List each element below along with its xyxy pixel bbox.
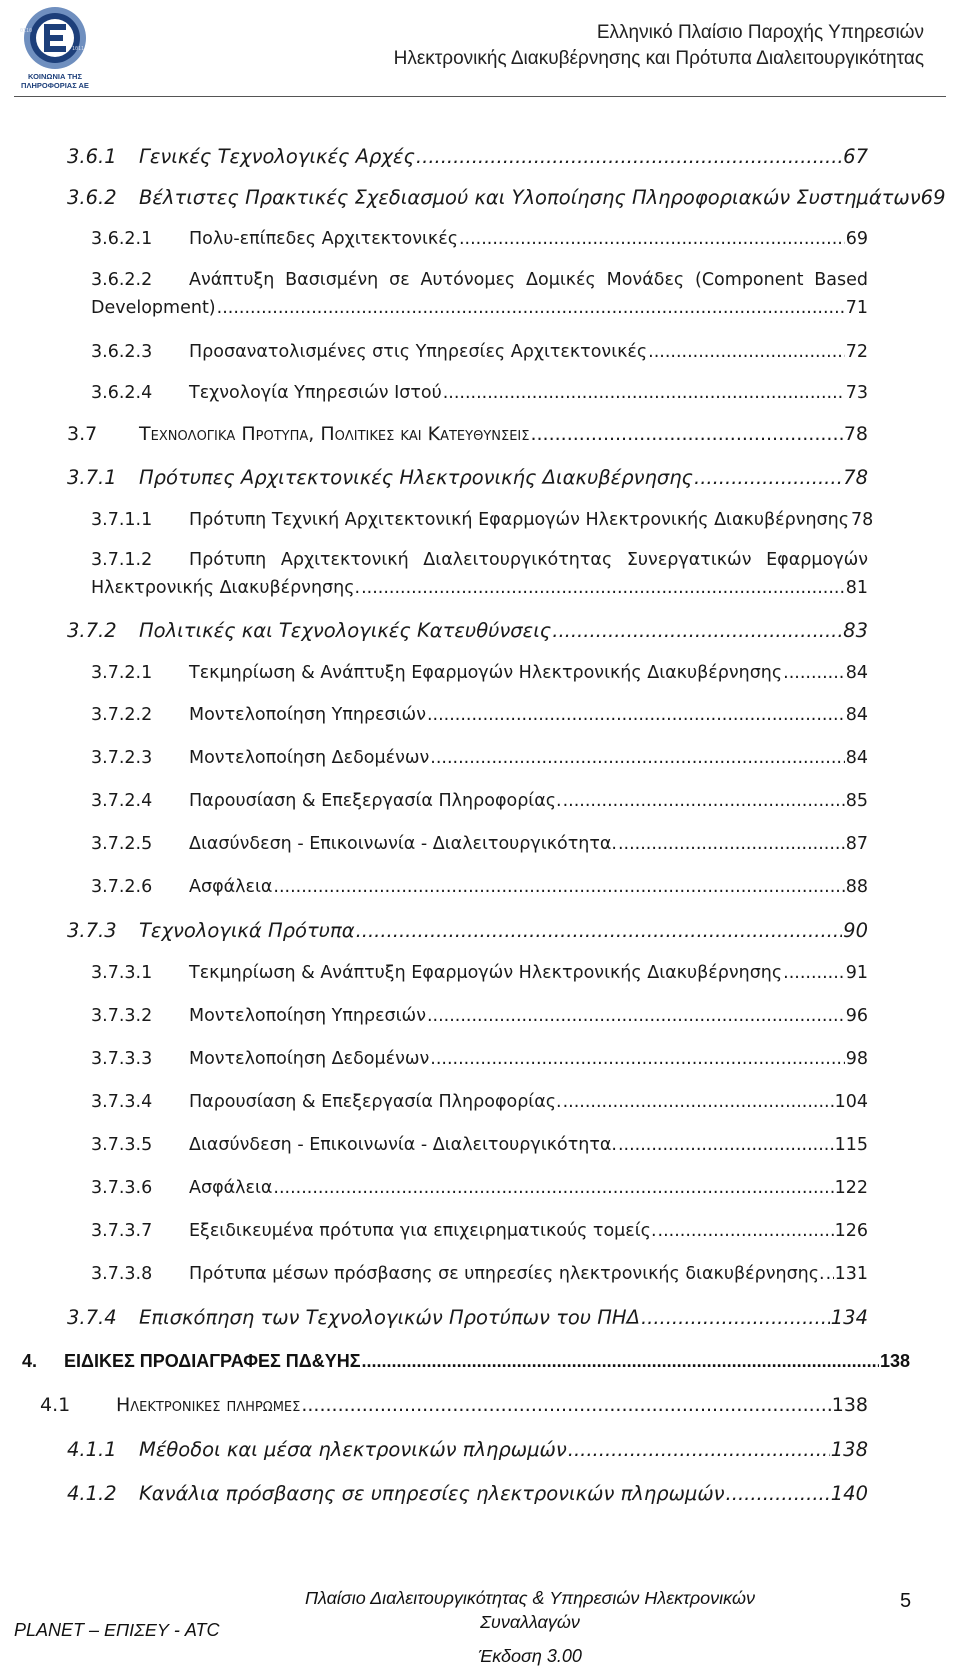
toc-leader-dots xyxy=(783,663,845,683)
toc-leader-dots xyxy=(726,1482,830,1505)
toc-entry[interactable] xyxy=(91,705,868,725)
toc-entry-page: 88 xyxy=(845,877,868,897)
toc-entry[interactable] xyxy=(91,791,868,811)
toc-entry[interactable] xyxy=(22,1351,910,1372)
toc-leader-dots xyxy=(430,1049,844,1069)
toc-entry-title-cont: Development) xyxy=(91,298,216,318)
toc-entry-number: 4.1 xyxy=(40,1394,71,1416)
toc-entry[interactable] xyxy=(91,550,868,598)
toc-entry-number: 3.7.3.7 xyxy=(91,1221,153,1241)
toc-entry-title: ΕΙΔΙΚΕΣ ΠΡΟΔΙΑΓΡΑΦΕΣ ΠΔ&ΥΗΣ xyxy=(64,1351,361,1371)
toc-entry-number: 3.7.1.1 xyxy=(91,510,153,530)
toc-entry-page: 69 xyxy=(920,186,946,209)
toc-entry-title: Τεχνολογικά Πρότυπα xyxy=(139,919,355,942)
toc-entry-title: Τεχνολογικα Προτυπα, Πολιτικες και Κατευθυνσεις xyxy=(139,423,530,445)
toc-entry-page: 122 xyxy=(834,1178,868,1198)
toc-entry-title: Ηλεκτρονικες πληρωμες xyxy=(116,1394,301,1416)
toc-entry-page: 134 xyxy=(830,1306,868,1329)
toc-leader-dots xyxy=(459,229,845,249)
toc-entry-title: Βέλτιστες Πρακτικές Σχεδιασμού και Υλοποίησης Πληροφοριακών Συστημάτων xyxy=(139,186,921,209)
toc-entry[interactable] xyxy=(91,834,868,854)
toc-entry[interactable] xyxy=(91,877,868,897)
toc-entry-number: 3.7.2.6 xyxy=(91,877,153,897)
footer-document-title xyxy=(290,1586,770,1634)
toc-entry-page: 78 xyxy=(843,423,868,445)
toc-leader-dots xyxy=(362,1351,879,1372)
toc-entry-number: 3.7.3 xyxy=(67,919,117,942)
footer-left-text: PLANET – ΕΠΙΣΕΥ - ATC xyxy=(14,1620,220,1640)
toc-entry-title: Εξειδικευμένα πρότυπα για επιχειρηματικούς τομείς. xyxy=(189,1221,657,1241)
toc-leader-dots xyxy=(648,342,845,362)
svg-text:1011: 1011 xyxy=(72,46,85,52)
toc-entry-title: Μοντελοποίηση Υπηρεσιών xyxy=(189,705,426,725)
toc-entry-title: Τεχνολογία Υπηρεσιών Ιστού xyxy=(189,383,442,403)
toc-entry-title: Ασφάλεια xyxy=(189,1178,273,1198)
toc-entry-number: 4. xyxy=(22,1351,38,1371)
toc-leader-dots xyxy=(361,578,845,598)
toc-entry[interactable] xyxy=(91,383,868,403)
toc-leader-dots xyxy=(618,834,845,854)
toc-leader-dots xyxy=(416,145,842,168)
toc-entry-page: 83 xyxy=(843,619,868,642)
toc-entry-title: Μοντελοποίηση Υπηρεσιών xyxy=(189,1006,426,1026)
toc-leader-dots xyxy=(427,1006,845,1026)
toc-entry[interactable] xyxy=(91,1264,868,1284)
toc-entry-title: Τεκμηρίωση & Ανάπτυξη Εφαρμογών Ηλεκτρονικής Διακυβέρνησης xyxy=(189,663,783,683)
toc-entry-number: 4.1.1 xyxy=(67,1438,117,1461)
header-title-line1: Ελληνικό Πλαίσιο Παροχής Υπηρεσιών xyxy=(596,22,924,43)
toc-entry-number: 3.7.2.4 xyxy=(91,791,153,811)
footer-title-line2: Συναλλαγών xyxy=(480,1612,580,1632)
toc-entry-number: 3.7.3.3 xyxy=(91,1049,153,1069)
toc-entry-title: Μοντελοποίηση Δεδομένων xyxy=(189,1049,430,1069)
logo-icon xyxy=(14,4,96,92)
header-title xyxy=(394,20,924,72)
toc-leader-dots xyxy=(356,919,843,942)
toc-entry-page: 90 xyxy=(843,919,868,942)
toc-entry-title: Μέθοδοι και μέσα ηλεκτρονικών πληρωμών xyxy=(139,1438,567,1461)
toc-entry[interactable] xyxy=(91,1049,868,1069)
toc-entry-page: 67 xyxy=(843,145,868,168)
toc-leader-dots xyxy=(641,1306,830,1329)
toc-entry-page: 98 xyxy=(845,1049,868,1069)
logo-text-line2: ΠΛΗΡΟΦΟΡΙΑΣ ΑΕ xyxy=(21,81,89,90)
toc-entry-title: Προσανατολισμένες στις Υπηρεσίες Αρχιτεκτονικές xyxy=(189,342,648,362)
page-header xyxy=(0,0,960,96)
toc-entry[interactable] xyxy=(67,186,946,209)
toc-leader-dots xyxy=(430,748,844,768)
toc-leader-dots xyxy=(563,791,845,811)
toc-entry-page: 71 xyxy=(845,298,868,318)
toc-leader-dots xyxy=(826,1264,834,1284)
toc-entry-number: 3.7.1 xyxy=(67,466,117,489)
toc-entry-number: 3.6.2.2 xyxy=(91,270,153,290)
toc-entry[interactable] xyxy=(91,229,868,249)
toc-entry-title: Τεκμηρίωση & Ανάπτυξη Εφαρμογών Ηλεκτρονικής Διακυβέρνησης xyxy=(189,963,783,983)
toc-entry-number: 3.7.3.5 xyxy=(91,1135,153,1155)
toc-entry-page: 78 xyxy=(851,510,874,530)
toc-entry-page: 81 xyxy=(845,578,868,598)
page-footer xyxy=(0,1580,960,1675)
toc-leader-dots xyxy=(273,1178,833,1198)
toc-entry-title: Πρότυπες Αρχιτεκτονικές Ηλεκτρονικής Διακυβέρνησης xyxy=(139,466,693,489)
toc-entry-page: 126 xyxy=(834,1221,868,1241)
toc-entry-title-cont: Ηλεκτρονικής Διακυβέρνησης. xyxy=(91,578,361,598)
toc-entry-number: 3.7.1.2 xyxy=(91,550,153,570)
toc-entry-title: Διασύνδεση - Επικοινωνία - Διαλειτουργικότητα. xyxy=(189,834,617,854)
toc-leader-dots xyxy=(694,466,842,489)
toc-entry-number: 3.7.3.6 xyxy=(91,1178,153,1198)
toc-entry-page: 78 xyxy=(843,466,868,489)
toc-entry[interactable] xyxy=(91,1092,868,1112)
footer-version: Έκδοση 3.00 xyxy=(478,1646,582,1666)
toc-entry-page: 69 xyxy=(845,229,868,249)
logo-text-line1: ΚΟΙΝΩΝΙΑ ΤΗΣ xyxy=(28,72,82,81)
toc-leader-dots xyxy=(783,963,845,983)
toc-entry[interactable] xyxy=(91,342,868,362)
toc-entry-number: 3.6.2.4 xyxy=(91,383,153,403)
toc-leader-dots xyxy=(552,619,842,642)
toc-entry-page: 138 xyxy=(879,1351,910,1371)
toc-entry-title: Ανάπτυξη Βασισμένη σε Αυτόνομες Δομικές Μονάδες (Component Based xyxy=(189,270,868,290)
toc-entry[interactable] xyxy=(67,1306,868,1329)
toc-entry-number: 3.6.2 xyxy=(67,186,117,209)
toc-entry-page: 84 xyxy=(845,663,868,683)
toc-leader-dots xyxy=(568,1438,830,1461)
toc-entry-number: 3.7.2.1 xyxy=(91,663,153,683)
toc-entry[interactable] xyxy=(67,145,868,168)
toc-entry-page: 84 xyxy=(845,748,868,768)
toc-entry[interactable] xyxy=(67,1482,868,1505)
toc-entry-number: 3.6.2.1 xyxy=(91,229,153,249)
toc-entry-title: Παρουσίαση & Επεξεργασία Πληροφορίας. xyxy=(189,791,562,811)
toc-leader-dots xyxy=(443,383,845,403)
toc-entry[interactable] xyxy=(91,1178,868,1198)
toc-entry-number: 3.7.2.2 xyxy=(91,705,153,725)
toc-entry[interactable] xyxy=(67,619,868,642)
toc-entry-page: 104 xyxy=(834,1092,868,1112)
toc-entry[interactable] xyxy=(67,423,868,445)
toc-entry-title: Πολυ-επίπεδες Αρχιτεκτονικές xyxy=(189,229,458,249)
toc-entry[interactable] xyxy=(91,1221,868,1241)
toc-entry[interactable] xyxy=(91,663,868,683)
toc-entry[interactable] xyxy=(91,1135,868,1155)
toc-entry-number: 3.7.2.5 xyxy=(91,834,153,854)
toc-entry-number: 3.7.4 xyxy=(67,1306,117,1329)
toc-entry[interactable] xyxy=(40,1394,868,1416)
toc-entry[interactable] xyxy=(91,748,868,768)
toc-entry-number: 3.7 xyxy=(67,423,98,445)
toc-entry-title: Διασύνδεση - Επικοινωνία - Διαλειτουργικότητα. xyxy=(189,1135,617,1155)
toc-entry-page: 140 xyxy=(830,1482,868,1505)
toc-entry-page: 115 xyxy=(834,1135,868,1155)
toc-entry-title: Πρότυπη Αρχιτεκτονική Διαλειτουργικότητας Συνεργατικών Εφαρμογών xyxy=(189,550,868,570)
toc-entry-page: 87 xyxy=(845,834,868,854)
toc-entry-page: 131 xyxy=(834,1264,868,1284)
toc-entry-title: Επισκόπηση των Τεχνολογικών Προτύπων του ΠΗΔ xyxy=(139,1306,640,1329)
toc-entry-number: 3.7.3.8 xyxy=(91,1264,153,1284)
toc-entry-page: 84 xyxy=(845,705,868,725)
toc-entry[interactable] xyxy=(91,270,868,318)
toc-entry-page: 138 xyxy=(830,1438,868,1461)
toc-leader-dots xyxy=(563,1092,834,1112)
toc-entry-page: 138 xyxy=(831,1394,868,1416)
toc-entry-title: Πρότυπη Τεχνική Αρχιτεκτονική Εφαρμογών Ηλεκτρονικής Διακυβέρνησης xyxy=(189,510,850,530)
toc-entry-number: 3.7.3.4 xyxy=(91,1092,153,1112)
toc-entry[interactable] xyxy=(67,1438,868,1461)
toc-leader-dots xyxy=(301,1394,830,1416)
toc-entry-title: Κανάλια πρόσβασης σε υπηρεσίες ηλεκτρονικών πληρωμών xyxy=(139,1482,725,1505)
toc-leader-dots xyxy=(273,877,844,897)
header-title-line2: Ηλεκτρονικής Διακυβέρνησης και Πρότυπα Διαλειτουργικότητας xyxy=(393,48,924,69)
toc-leader-dots xyxy=(530,423,842,445)
toc-entry-title: Πρότυπα μέσων πρόσβασης σε υπηρεσίες ηλεκτρονικής διακυβέρνησης. xyxy=(189,1264,825,1284)
toc-entry-number: 3.7.3.2 xyxy=(91,1006,153,1026)
toc-entry-title: Πολιτικές και Τεχνολογικές Κατευθύνσεις xyxy=(139,619,552,642)
toc-entry-number: 4.1.2 xyxy=(67,1482,117,1505)
toc-entry-number: 3.7.2 xyxy=(67,619,117,642)
toc-entry[interactable] xyxy=(91,963,868,983)
toc-leader-dots xyxy=(658,1221,834,1241)
toc-entry-title: Ασφάλεια xyxy=(189,877,273,897)
toc-entry-number: 3.7.3.1 xyxy=(91,963,153,983)
page-number: 5 xyxy=(900,1590,912,1612)
toc-entry[interactable] xyxy=(91,510,874,530)
toc-entry[interactable] xyxy=(67,466,868,489)
toc-entry[interactable] xyxy=(91,1006,868,1026)
toc-entry-number: 3.6.1 xyxy=(67,145,117,168)
toc-entry-page: 73 xyxy=(845,383,868,403)
toc-entry-title: Παρουσίαση & Επεξεργασία Πληροφορίας. xyxy=(189,1092,562,1112)
toc-entry[interactable] xyxy=(67,919,868,942)
toc-entry-number: 3.7.2.3 xyxy=(91,748,153,768)
toc-leader-dots xyxy=(427,705,845,725)
svg-text:0110: 0110 xyxy=(20,28,33,34)
toc-entry-page: 91 xyxy=(845,963,868,983)
toc-entry-page: 96 xyxy=(845,1006,868,1026)
toc-entry-number: 3.6.2.3 xyxy=(91,342,153,362)
footer-title-line1: Πλαίσιο Διαλειτουργικότητας & Υπηρεσιών Ηλεκτρονικών xyxy=(305,1588,755,1608)
toc-entry-title: Γενικές Τεχνολογικές Αρχές xyxy=(139,145,415,168)
toc-entry-page: 85 xyxy=(845,791,868,811)
header-divider xyxy=(14,96,946,97)
toc-leader-dots xyxy=(618,1135,834,1155)
toc-entry-title: Μοντελοποίηση Δεδομένων xyxy=(189,748,430,768)
toc-leader-dots xyxy=(217,298,845,318)
toc-entry-page: 72 xyxy=(845,342,868,362)
